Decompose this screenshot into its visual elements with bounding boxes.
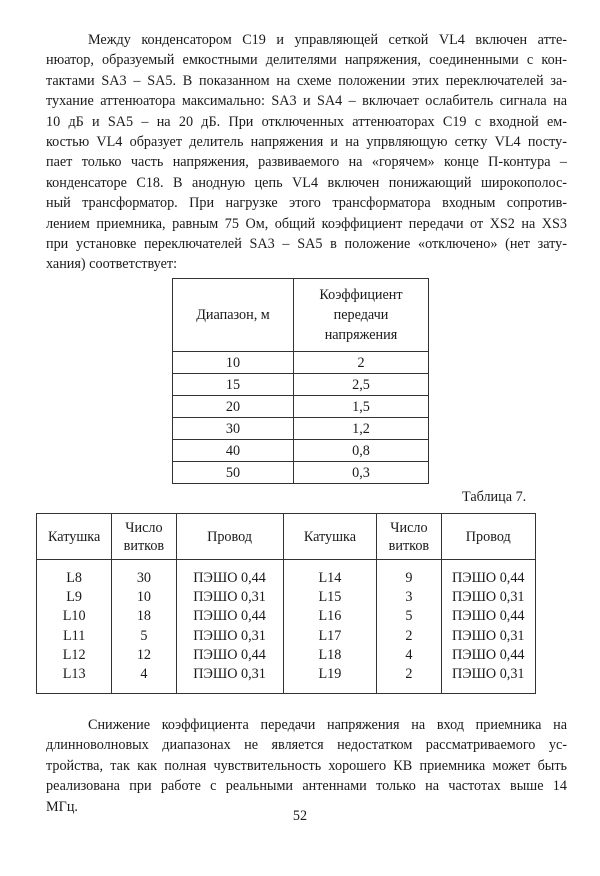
header-wire: Провод (176, 514, 283, 560)
text-line: реализована при работе с реальными антеннами только на частотах выше 14 (46, 778, 567, 795)
header-coefficient: Коэффициент передачи напряжения (294, 279, 429, 352)
table-row: 50 0,3 (173, 462, 429, 484)
text-line: тухание аттенюатора максимально: SA3 и SA4 – включает ослабитель сигнала на (46, 93, 567, 110)
text-line: Снижение коэффициента передачи напряжения на вход приемника на (88, 717, 567, 733)
text-line: тройства, так как полная чувствительность хорошего КВ приемника может быть (46, 757, 567, 774)
text-line: конденсаторе С18. В анодную цепь VL4 включен понижающий широкополос- (46, 174, 567, 191)
table-row: 10 2 (173, 352, 429, 374)
header-wire: Провод (441, 514, 535, 560)
page-number: 52 (292, 808, 308, 824)
table-row: 15 2,5 (173, 374, 429, 396)
header-coil: Катушка (37, 514, 112, 560)
table-row: 40 0,8 (173, 440, 429, 462)
table-header-row (37, 514, 536, 560)
text-line: 10 дБ и SA5 – на 20 дБ. При отключенных аттенюаторах С19 с входной ем- (46, 113, 567, 130)
text-line: при установке переключателей SA3 – SA5 в положение «отключено» (нет зату- (46, 236, 567, 253)
text-line: костью VL4 образует делитель напряжения и на упрвляющую сетку VL4 посту- (46, 134, 567, 151)
table-row: L12 12 ПЭШО 0,44 L18 4 ПЭШО 0,44 (37, 646, 536, 665)
table-caption: Таблица 7. (462, 489, 527, 505)
paragraph-conclusion (46, 715, 567, 817)
text-line: хания) соответствует: (46, 256, 178, 273)
text-line: Между конденсатором С19 и управляющей сеткой VL4 включен атте- (88, 32, 567, 48)
header-range: Диапазон, м (173, 279, 294, 352)
header-coil: Катушка (283, 514, 377, 560)
text-line: пает только часть напряжения, развиваемого на «горячем» конце П-контура – (46, 154, 567, 171)
table-row: L9 10 ПЭШО 0,31 L15 3 ПЭШО 0,31 (37, 588, 536, 607)
table-row: L11 5 ПЭШО 0,31 L17 2 ПЭШО 0,31 (37, 627, 536, 646)
table-header-row (173, 279, 429, 352)
header-turns: Число витков (112, 514, 176, 560)
transfer-coefficient-table (172, 278, 429, 484)
text-line: МГц. (46, 798, 78, 815)
table-row: L10 18 ПЭШО 0,44 L16 5 ПЭШО 0,44 (37, 607, 536, 626)
coil-table (36, 513, 536, 694)
table-row: L8 30 ПЭШО 0,44 L14 9 ПЭШО 0,44 (37, 560, 536, 589)
text-line: ный трансформатор. При нагрузке этого трансформатора входным сопротив- (46, 195, 567, 212)
text-line: тактами SA3 – SA5. В показанном на схеме положении этих переключателей за- (46, 72, 567, 89)
paragraph-attenuator (46, 30, 567, 275)
text-line: нюатор, образуемый емкостными делителями напряжения, соединенными с кон- (46, 52, 567, 69)
text-line: длинноволновых диапазонах не является недостатком рассматриваемого ус- (46, 737, 567, 754)
header-turns: Число витков (377, 514, 441, 560)
text-line: лением приемника, равным 75 Ом, общий коэффициент передачи от XS2 на XS3 (46, 215, 567, 232)
table-row: 20 1,5 (173, 396, 429, 418)
table-row: 30 1,2 (173, 418, 429, 440)
table-row: L13 4 ПЭШО 0,31 L19 2 ПЭШО 0,31 (37, 665, 536, 694)
